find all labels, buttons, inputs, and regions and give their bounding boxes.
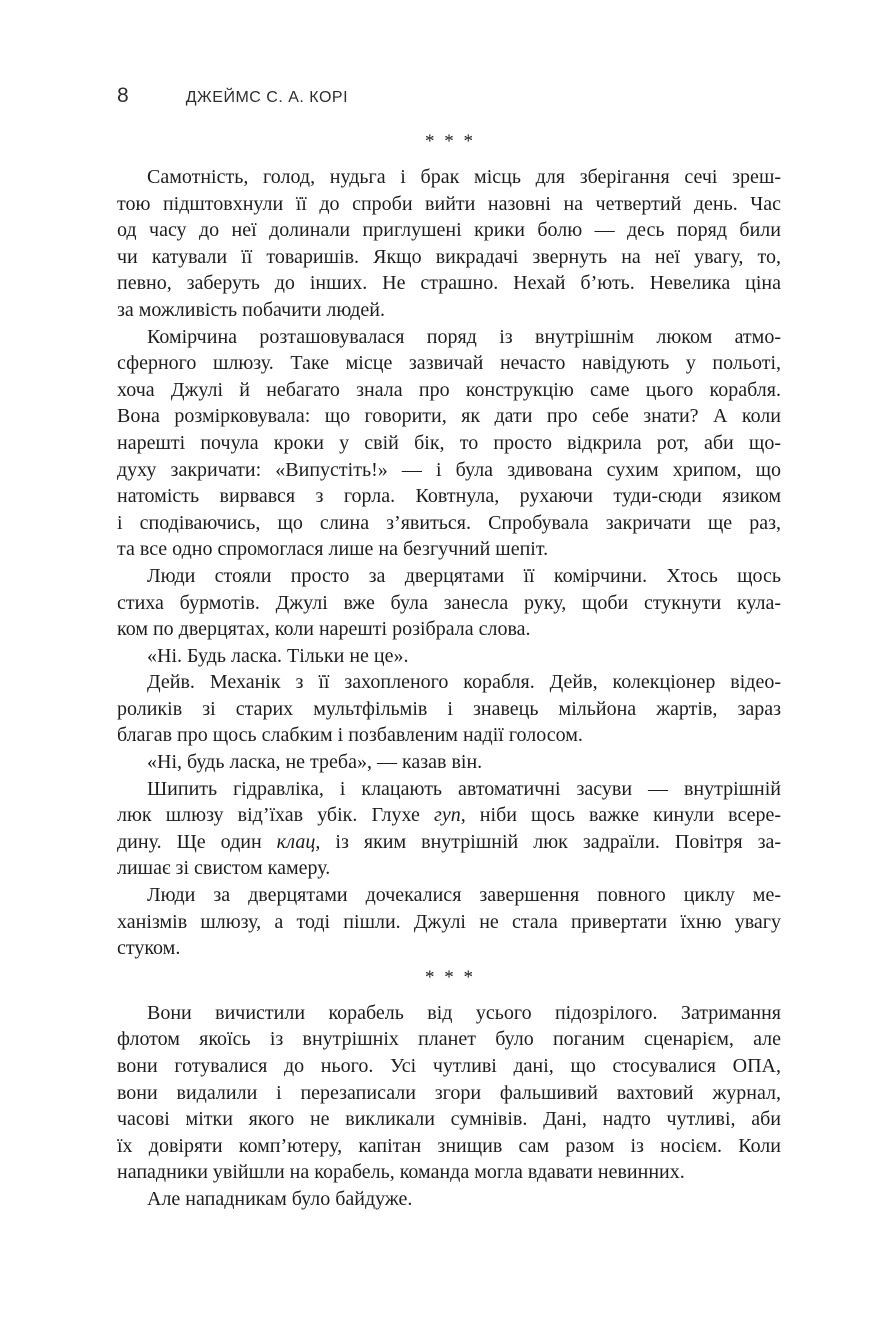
text-line: нападники увійшли на корабель, команда могла вдавати невинних. [117, 1161, 685, 1184]
page-header [117, 85, 348, 109]
text-line: вони готувалися до нього. Усі чутливі дані, що стосувалися ОПА, [117, 1055, 781, 1077]
text-line: і сподіваючись, що слина з’явиться. Спробувала закричати ще раз, [117, 511, 781, 534]
text-line: духу закричати: «Випустіть!» — і була здивована сухим хрипом, що [117, 458, 781, 481]
text-line: Але нападникам було байдуже. [147, 1187, 413, 1210]
text-line: од часу до неї долинали приглушені крики болю — десь поряд били [117, 219, 781, 242]
text-line: благав про щось слабким і позбавленим надії голосом. [117, 724, 583, 747]
paragraph [117, 749, 781, 776]
text-line: Вони вичистили корабель від усього підозрілого. Затримання [147, 1001, 781, 1024]
text-line: стиха бурмотів. Джулі вже була занесла руку, щоби стукнути кула- [117, 591, 781, 614]
text-line: Вона розмірковувала: що говорити, як дати про себе знати? А коли [117, 405, 781, 428]
text-line: ком по дверцятах, коли нарешті розібрала слова. [117, 618, 531, 641]
text-line: Люди стояли просто за дверцятами її комірчини. Хтось щось [147, 564, 781, 587]
paragraph [117, 324, 781, 563]
text-line: флотом якоїсь із внутрішніх планет було поганим сценарієм, але [117, 1028, 781, 1051]
text-line: роликів зі старих мультфільмів і знавець мільйона жартів, зараз [117, 697, 781, 720]
text-line: Комірчина розташовувалася поряд із внутрішнім люком атмо- [147, 325, 781, 348]
paragraph [117, 1000, 781, 1186]
paragraph [117, 882, 781, 962]
text-line: та все одно спромоглася лише на безгучний шепіт. [117, 538, 549, 561]
text-line: хоча Джулі й небагато знала про конструкцію саме цього корабля. [117, 378, 781, 401]
text-line: нарешті почула кроки у свій бік, то просто відкрила рот, аби що- [117, 431, 781, 454]
text-line: чи катували її товаришів. Якщо викрадачі звернуть на неї увагу, то, [117, 245, 781, 268]
paragraph [117, 643, 781, 670]
text-line: тою підштовхнули її до спроби вийти назовні на четвертий день. Час [117, 192, 781, 215]
text-line: певно, заберуть до інших. Не страшно. Нехай б’ють. Невелика ціна [117, 272, 781, 295]
section-separator: * * * [425, 966, 473, 988]
text-line: люк шлюзу від’їхав убік. Глухе гуп, ніби щось важке кинули всере- [117, 804, 782, 827]
text-line: дину. Ще один клац, із яким внутрішній люк задраїли. Повітря за- [117, 830, 782, 853]
text-line: Самотність, голод, нудьга і брак місць для зберігання сечі зреш- [147, 166, 781, 188]
paragraph [117, 164, 781, 324]
text-line: Люди за дверцятами дочекалися завершення повного циклу ме- [147, 884, 781, 907]
text-line: «Ні, будь ласка, не треба», — казав він. [147, 751, 483, 774]
paragraph [117, 1186, 781, 1213]
text-line: за можливість побачити людей. [117, 298, 385, 321]
text-line: натомість вирвався з горла. Ковтнула, рухаючи туди-сюди язиком [117, 485, 781, 508]
text-line: «Ні. Будь ласка. Тільки не це». [147, 644, 409, 667]
text-line: Шипить гідравліка, і клацають автоматичні засуви — внутрішній [147, 777, 781, 800]
text-line: лишає зі свистом камеру. [117, 857, 331, 880]
text-line: ханізмів шлюзу, а тоді пішли. Джулі не стала привертати їхню увагу [117, 910, 781, 933]
text-line: часові мітки якого не викликали сумнівів. Дані, надто чутливі, аби [117, 1108, 781, 1131]
paragraph [117, 776, 781, 882]
text-line: Дейв. Механік з її захопленого корабля. Дейв, колекціонер відео- [147, 671, 781, 694]
text-line: стуком. [117, 937, 181, 960]
text-line: вони видалили і перезаписали згори фальшивий вахтовий журнал, [117, 1081, 781, 1104]
paragraph [117, 669, 781, 749]
text-line: їх довіряти комп’ютеру, капітан знищив сам разом із носієм. Коли [117, 1134, 781, 1157]
paragraph [117, 563, 781, 643]
page-body [117, 126, 781, 1213]
section-separator: * * * [425, 131, 473, 152]
running-header: ДЖЕЙМС С. А. КОРІ [185, 89, 349, 106]
text-line: сферного шлюзу. Таке місце зазвичай нечасто навідують у польоті, [117, 352, 781, 375]
page-number: 8 [117, 84, 129, 107]
